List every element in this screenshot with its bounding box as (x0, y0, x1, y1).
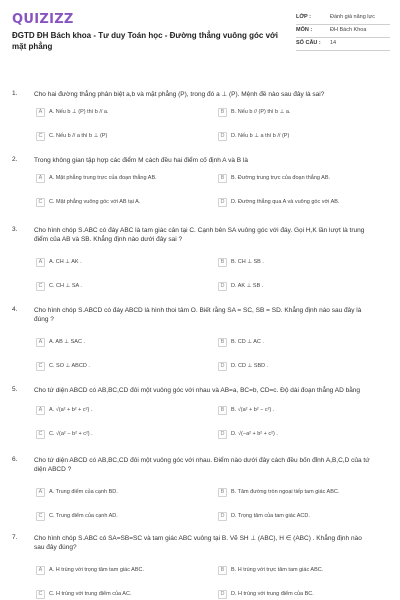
option-letter: C (36, 362, 45, 371)
question-text: Cho hình chóp S.ABCD có đáy ABCD là hình thoi tâm O. Biết rằng SA = SC, SB = SD. Khẳng định nào sau đây là đúng ? (34, 307, 362, 323)
option-text: A. Mặt phẳng trung trực của đoạn thẳng AB. (49, 175, 157, 181)
option-letter: A (36, 566, 45, 575)
option-text: C. H trùng với trung điểm của AC. (49, 591, 132, 597)
question-number: 7. (12, 534, 18, 541)
option-c[interactable] (36, 280, 206, 292)
option-letter: B (218, 108, 227, 117)
meta-row-subject (296, 25, 390, 38)
option-text: C. Trung điểm của cạnh AD. (49, 513, 118, 519)
option-letter: B (218, 566, 227, 575)
option-text: D. Đường thẳng qua A và vuông góc với AB. (231, 199, 340, 205)
option-d[interactable] (218, 196, 388, 208)
option-text: B. Nếu b // (P) thì b ⊥ a. (231, 109, 291, 115)
option-letter: A (36, 406, 45, 415)
option-text: B. CD ⊥ AC . (231, 339, 264, 345)
option-b[interactable] (218, 486, 388, 498)
option-b[interactable] (218, 404, 388, 416)
option-letter: C (36, 132, 45, 141)
quizizz-logo: QUIZIZZ (12, 12, 74, 27)
option-text: A. √(a² + b² + c²) . (49, 407, 93, 413)
option-letter: D (218, 282, 227, 291)
option-b[interactable] (218, 172, 388, 184)
option-c[interactable] (36, 130, 206, 142)
option-c[interactable] (36, 588, 206, 600)
option-letter: B (218, 488, 227, 497)
option-letter: A (36, 108, 45, 117)
option-b[interactable] (218, 564, 388, 576)
meta-key: MÔN : (296, 27, 313, 33)
option-text: A. Trung điểm của cạnh BD. (49, 489, 118, 495)
option-text: A. H trùng với trọng tâm tam giác ABC. (49, 567, 145, 573)
question-number: 2. (12, 156, 18, 163)
option-a[interactable] (36, 256, 206, 268)
meta-row-count (296, 38, 390, 51)
option-text: C. CH ⊥ SA . (49, 283, 82, 289)
option-text: B. CH ⊥ SB . (231, 259, 264, 265)
header (0, 0, 400, 70)
option-text: D. Nếu b ⊥ a thì b // (P) (231, 133, 290, 139)
question-text: Cho hai đường thẳng phân biệt a,b và mặt phẳng (P), trong đó a ⊥ (P). Mệnh đề nào sau đây là sai? (34, 91, 325, 98)
option-b[interactable] (218, 256, 388, 268)
question-number: 4. (12, 306, 18, 313)
option-text: D. Trọng tâm của tam giác ACD. (231, 513, 310, 519)
option-letter: A (36, 258, 45, 267)
option-text: D. H trùng với trung điểm của BC. (231, 591, 314, 597)
option-a[interactable] (36, 564, 206, 576)
option-letter: D (218, 512, 227, 521)
question-number: 6. (12, 456, 18, 463)
option-text: B. √(a² + b² − c²) . (231, 407, 275, 413)
option-text: C. Nếu b // a thì b ⊥ (P) (49, 133, 108, 139)
option-text: B. H trùng với trực tâm tam giác ABC. (231, 567, 324, 573)
option-a[interactable] (36, 486, 206, 498)
question-text: Cho tứ diện ABCD có AB,BC,CD đôi một vuông góc với nhau và AB=a, BC=b, CD=c. Độ dài đoạn thẳng AD bằng (34, 387, 361, 394)
option-text: B. Tâm đường tròn ngoại tiếp tam giác ABC. (231, 489, 340, 495)
option-letter: A (36, 174, 45, 183)
option-text: D. CD ⊥ SBD . (231, 363, 269, 369)
option-letter: D (218, 362, 227, 371)
option-letter: C (36, 282, 45, 291)
page-title: ĐGTD ĐH Bách khoa - Tư duy Toán học - Đường thẳng vuông góc với mặt phẳng (12, 31, 278, 51)
option-text: D. AK ⊥ SB . (231, 283, 264, 289)
question-number: 5. (12, 386, 18, 393)
option-letter: B (218, 258, 227, 267)
meta-row-class (296, 12, 390, 25)
question-number: 1. (12, 90, 18, 97)
option-text: C. Mặt phẳng vuông góc với AB tại A. (49, 199, 141, 205)
option-letter: C (36, 430, 45, 439)
option-a[interactable] (36, 336, 206, 348)
option-d[interactable] (218, 280, 388, 292)
question-text: Trong không gian tập hợp các điểm M cách đều hai điểm cố định A và B là (34, 157, 248, 164)
option-letter: D (218, 430, 227, 439)
meta-value: Đánh giá năng lực (330, 14, 375, 20)
option-text: D. √(−a² + b² + c²) . (231, 431, 278, 437)
question-text: Cho tứ diện ABCD có AB,BC,CD đôi một vuông góc với nhau. Điểm nào dưới đây cách đều bốn đỉnh A,B,C,D của tứ diện ABCD ? (34, 457, 370, 473)
option-text: A. CH ⊥ AK . (49, 259, 82, 265)
option-d[interactable] (218, 360, 388, 372)
option-c[interactable] (36, 196, 206, 208)
option-d[interactable] (218, 588, 388, 600)
option-letter: A (36, 338, 45, 347)
option-letter: B (218, 406, 227, 415)
option-c[interactable] (36, 510, 206, 522)
meta-value: ĐH Bách Khoa (330, 27, 367, 33)
option-letter: C (36, 512, 45, 521)
meta-key: LỚP : (296, 14, 311, 20)
question-text: Cho hình chóp S.ABC có đáy ABC là tam giác cân tại C. Cạnh bên SA vuông góc với đáy. Gọi H,K lần lượt là trung điểm của AB và SB. Khẳng định nào dưới đây sai ? (34, 227, 365, 243)
option-b[interactable] (218, 106, 388, 118)
option-text: A. AB ⊥ SAC . (49, 339, 85, 345)
option-letter: D (218, 132, 227, 141)
option-letter: D (218, 198, 227, 207)
meta-value: 14 (330, 40, 337, 46)
option-b[interactable] (218, 336, 388, 348)
option-letter: B (218, 174, 227, 183)
option-text: C. SO ⊥ ABCD . (49, 363, 90, 369)
option-letter: C (36, 590, 45, 599)
meta-key: SỐ CÂU : (296, 40, 321, 46)
option-letter: C (36, 198, 45, 207)
option-text: C. √(a² − b² + c²) . (49, 431, 93, 437)
option-letter: A (36, 488, 45, 497)
option-c[interactable] (36, 360, 206, 372)
option-d[interactable] (218, 428, 388, 440)
option-d[interactable] (218, 510, 388, 522)
question-text: Cho hình chóp S.ABC có SA=SB=SC và tam giác ABC vuông tại B. Vẽ SH ⊥ (ABC), H ∈ (ABC) . Khẳng định nào sau đây đúng? (34, 535, 362, 551)
meta-table (296, 12, 390, 51)
option-letter: B (218, 338, 227, 347)
option-c[interactable] (36, 428, 206, 440)
option-text: A. Nếu b ⊥ (P) thì b // a. (49, 109, 109, 115)
option-d[interactable] (218, 130, 388, 142)
option-letter: D (218, 590, 227, 599)
question-number: 3. (12, 226, 18, 233)
option-a[interactable] (36, 404, 206, 416)
option-a[interactable] (36, 106, 206, 118)
option-a[interactable] (36, 172, 206, 184)
option-text: B. Đường trung trực của đoạn thẳng AB. (231, 175, 331, 181)
